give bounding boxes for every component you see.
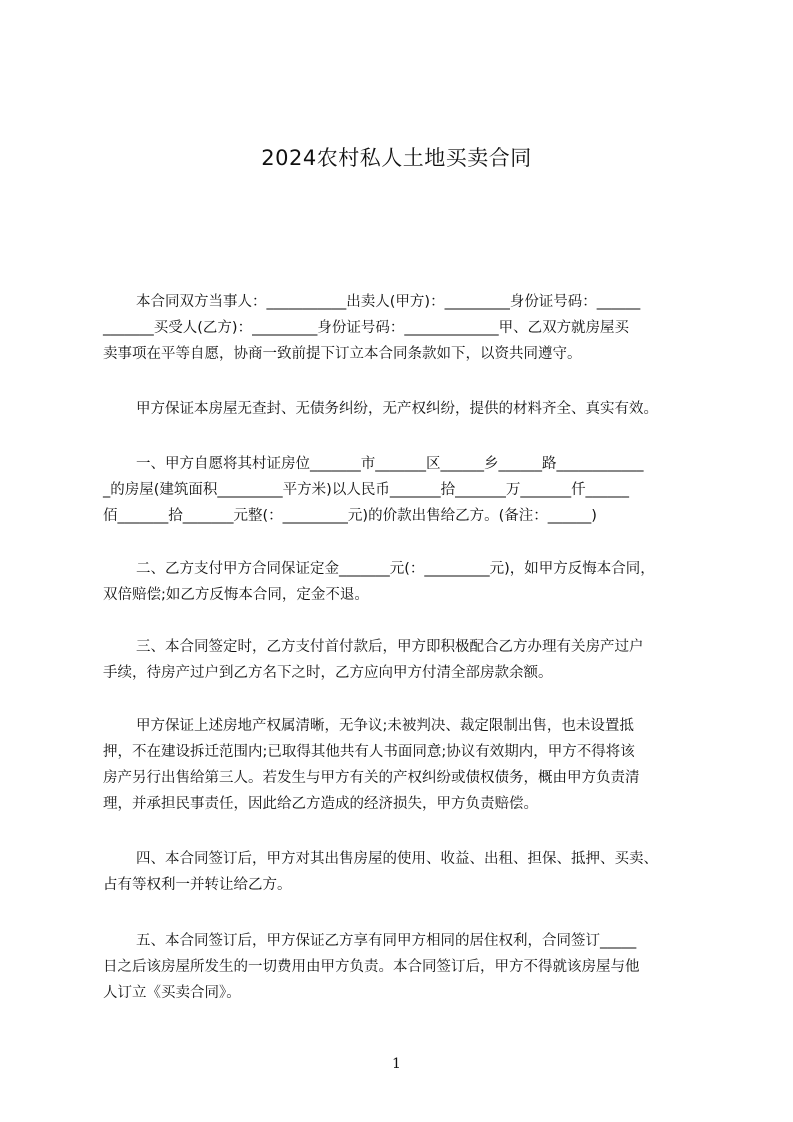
- paragraph-line: 佰_______拾_______元整(：_________元)的价款出售给乙方。(备注：______): [103, 508, 597, 524]
- paragraph-line: _______买受人(乙方)：_________身份证号码：_____________甲、乙双方就房屋买: [103, 320, 630, 336]
- paragraph-line: 三、本合同签定时，乙方支付首付款后，甲方即积极配合乙方办理有关房产过户: [136, 639, 644, 655]
- paragraph-clause-2: [103, 556, 703, 608]
- paragraph-line: 手续，待房产过户到乙方名下之时，乙方应向甲方付清全部房款余额。: [103, 665, 553, 681]
- paragraph-line: 押，不在建设拆迁范围内;已取得其他共有人书面同意;协议有效期内，甲方不得将该: [103, 744, 635, 760]
- paragraph-line: 占有等权利一并转让给乙方。: [103, 877, 292, 893]
- paragraph-line: 二、乙方支付甲方合同保证定金_______元(：_________元)，如甲方反悔本合同，: [136, 561, 655, 577]
- paragraph-line: 五、本合同签订后，甲方保证乙方享有同甲方相同的居住权利，合同签订_____: [136, 933, 637, 949]
- paragraph-line: 房产另行出售给第三人。若发生与甲方有关的产权纠纷或债权债务，概由甲方负责清: [103, 770, 640, 786]
- paragraph-guarantee: [103, 396, 703, 422]
- paragraph-line: 卖事项在平等自愿，协商一致前提下订立本合同条款如下，以资共同遵守。: [103, 346, 582, 362]
- paragraph-line: 日之后该房屋所发生的一切费用由甲方负责。本合同签订后，甲方不得就该房屋与他: [103, 959, 640, 975]
- paragraph-line: 本合同双方当事人：___________出卖人(甲方)：_________身份证号码：______: [136, 294, 641, 310]
- paragraph-line: 甲方保证本房屋无查封、无债务纠纷，无产权纠纷，提供的材料齐全、真实有效。: [136, 401, 658, 417]
- paragraph-line: 双倍赔偿;如乙方反悔本合同，定金不退。: [103, 587, 369, 603]
- paragraph-line: 理，并承担民事责任，因此给乙方造成的经济损失，甲方负责赔偿。: [103, 796, 538, 812]
- paragraph-line: 四、本合同签订后，甲方对其出售房屋的使用、收益、出租、担保、抵押、买卖、: [136, 851, 658, 867]
- paragraph-clause-3: [103, 634, 703, 686]
- paragraph-parties: [103, 289, 703, 367]
- paragraph-clause-5: [103, 928, 703, 1006]
- page-number: 1: [392, 1056, 401, 1072]
- paragraph-line: _的房屋(建筑面积_________平方米)以人民币_______拾_______万_______仟______: [103, 482, 630, 498]
- document-title: 2024农村私人土地买卖合同: [261, 146, 532, 170]
- paragraph-property-guarantee: [103, 713, 703, 817]
- paragraph-line: 一、甲方自愿将其村证房位_______市_______区______乡______路____________: [136, 456, 644, 472]
- paragraph-line: 人订立《买卖合同》。: [103, 985, 241, 1001]
- paragraph-clause-4: [103, 846, 703, 898]
- paragraph-line: 甲方保证上述房地产权属清晰，无争议;未被判决、裁定限制出售，也未设置抵: [136, 718, 634, 734]
- paragraph-clause-1: [103, 451, 703, 529]
